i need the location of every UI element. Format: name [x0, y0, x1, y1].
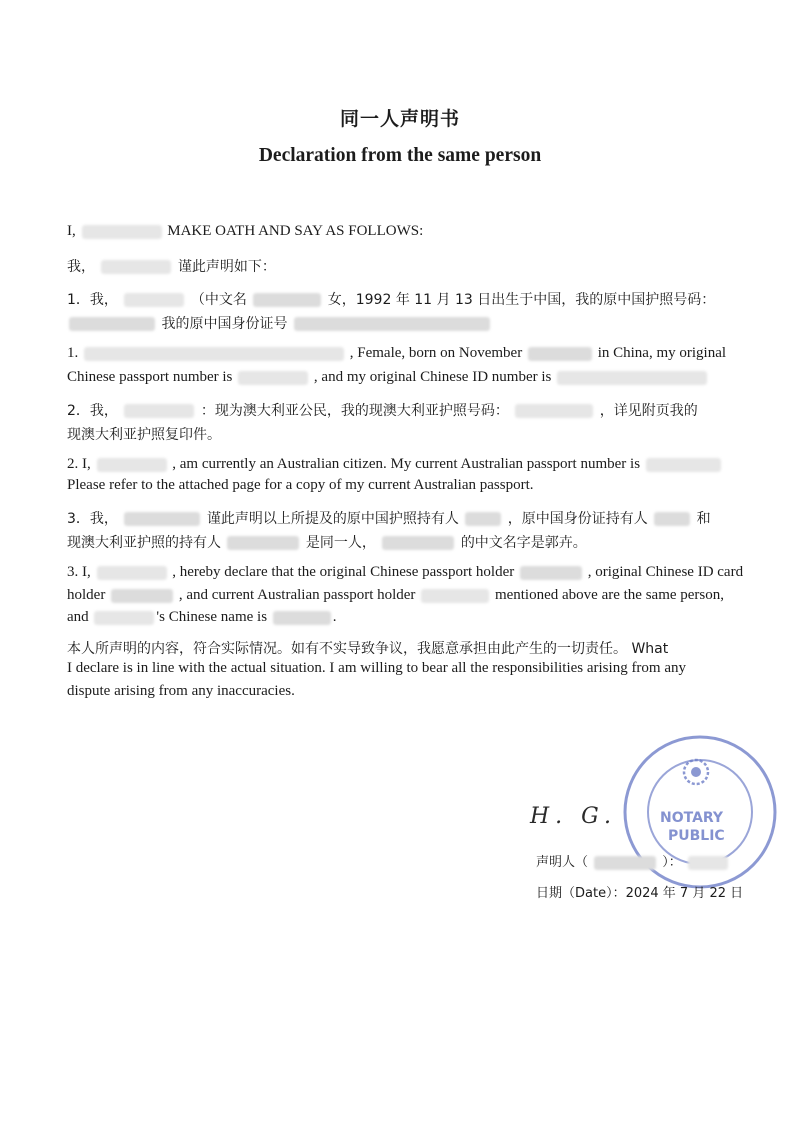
redacted-id-number — [294, 317, 490, 331]
text: 1. — [67, 345, 79, 361]
redacted-name — [97, 566, 167, 580]
text: and — [67, 609, 89, 625]
text: 3．我， — [67, 511, 118, 527]
para2-en-line2 — [67, 477, 757, 494]
text: 女，1992 年 11 月 13 日出生于中国，我的原中国护照号码： — [327, 292, 716, 308]
oath-cn-i: 我， — [67, 259, 95, 275]
text: 现澳大利亚护照的持有人 — [67, 535, 221, 551]
title-chinese: 同一人声明书 — [339, 108, 460, 130]
declarant-line — [536, 851, 730, 870]
para3-cn-line1 — [67, 508, 757, 528]
para2-cn-line2 — [67, 424, 757, 444]
redacted-passport-number — [69, 317, 155, 331]
redacted-name — [124, 404, 194, 418]
text: Please refer to the attached page for a copy of my current Australian passport. — [67, 477, 534, 493]
para3-cn-line2 — [67, 532, 757, 552]
redacted-name — [465, 512, 501, 526]
text: holder — [67, 587, 106, 603]
redacted-name — [520, 566, 582, 580]
oath-line-english — [67, 223, 757, 240]
redacted-name — [84, 347, 344, 361]
para4-line3 — [67, 683, 757, 700]
redacted-name — [227, 536, 299, 550]
date-line: 日期（Date）：2024 年 7 月 22 日 — [536, 886, 744, 901]
text: 我的原中国身份证号 — [161, 316, 288, 332]
oath-line-chinese — [67, 256, 757, 276]
redacted-name — [124, 512, 200, 526]
redacted-passport-number — [238, 371, 308, 385]
oath-cn-text: 谨此声明如下： — [177, 259, 276, 275]
para1-en-line1 — [67, 345, 757, 362]
stamp-text-notary: NOTARY — [660, 810, 724, 826]
para2-cn-line1 — [67, 400, 757, 420]
text: , am currently an Australian citizen. My current Australian passport number is — [172, 456, 641, 472]
redacted-name — [82, 225, 162, 239]
text: ：现为澳大利亚公民，我的现澳大利亚护照号码： — [200, 403, 509, 419]
redacted-name — [101, 260, 171, 274]
title-english: Declaration from the same person — [258, 145, 542, 166]
text: 和 — [696, 511, 711, 527]
redacted-name — [382, 536, 454, 550]
para1-cn-line1 — [67, 289, 757, 309]
text: 是同一人， — [305, 535, 376, 551]
text: in China, my original — [597, 345, 727, 361]
redacted-au-passport — [515, 404, 593, 418]
text: 's Chinese name is — [156, 609, 268, 625]
text: 1．我， — [67, 292, 118, 308]
redacted-name — [654, 512, 690, 526]
redacted-chinese-name — [253, 293, 321, 307]
text: 声明人（ — [536, 855, 589, 870]
oath-i: I, — [67, 223, 76, 239]
para4-line1 — [67, 638, 757, 658]
text: 3. I, — [67, 564, 91, 580]
para3-en-line1 — [67, 564, 757, 581]
signature-scribble: H. G. — [530, 804, 617, 829]
text: , and my original Chinese ID number is — [313, 369, 552, 385]
para2-en-line1 — [67, 456, 757, 473]
para3-en-line3 — [67, 609, 757, 626]
stamp-emblem-icon — [684, 760, 708, 784]
redacted-chinese-name — [273, 611, 331, 625]
text: 谨此声明以上所提及的原中国护照持有人 — [206, 511, 459, 527]
text: 现澳大利亚护照复印件。 — [67, 427, 221, 443]
text: 本人所声明的内容，符合实际情况。如有不实导致争议，我愿意承担由此产生的一切责任。 What — [67, 641, 669, 657]
text: , hereby declare that the original Chinese passport holder — [172, 564, 515, 580]
text: , Female, born on November — [349, 345, 523, 361]
text: ，原中国身份证持有人 — [507, 511, 648, 527]
redacted-name — [94, 611, 154, 625]
redacted-name — [688, 856, 728, 870]
para1-en-line2 — [67, 369, 757, 386]
text: dispute arising from any inaccuracies. — [67, 683, 295, 699]
stamp-text-public: PUBLIC — [668, 828, 725, 844]
redacted-au-passport — [646, 458, 721, 472]
text: mentioned above are the same person, — [494, 587, 725, 603]
para3-en-line2 — [67, 587, 757, 604]
para1-cn-line2 — [67, 313, 757, 333]
text: , and current Australian passport holder — [178, 587, 416, 603]
text: （中文名 — [190, 292, 247, 308]
text: I declare is in line with the actual situation. I am willing to bear all the responsibilities arising from any — [67, 660, 687, 676]
redacted-name — [111, 589, 173, 603]
redacted-birth-day — [528, 347, 592, 361]
oath-text: MAKE OATH AND SAY AS FOLLOWS: — [167, 223, 424, 239]
redacted-name — [97, 458, 167, 472]
text: Chinese passport number is — [67, 369, 233, 385]
redacted-id-number — [557, 371, 707, 385]
text: 2．我， — [67, 403, 118, 419]
text: ，详见附页我的 — [599, 403, 698, 419]
text: 的中文名字是郭卉。 — [460, 535, 587, 551]
text: ）： — [662, 855, 682, 870]
text: . — [332, 609, 337, 625]
redacted-name — [594, 856, 656, 870]
text: , original Chinese ID card — [587, 564, 744, 580]
text: 2. I, — [67, 456, 91, 472]
redacted-name — [421, 589, 489, 603]
para4-line2 — [67, 660, 757, 677]
redacted-name — [124, 293, 184, 307]
